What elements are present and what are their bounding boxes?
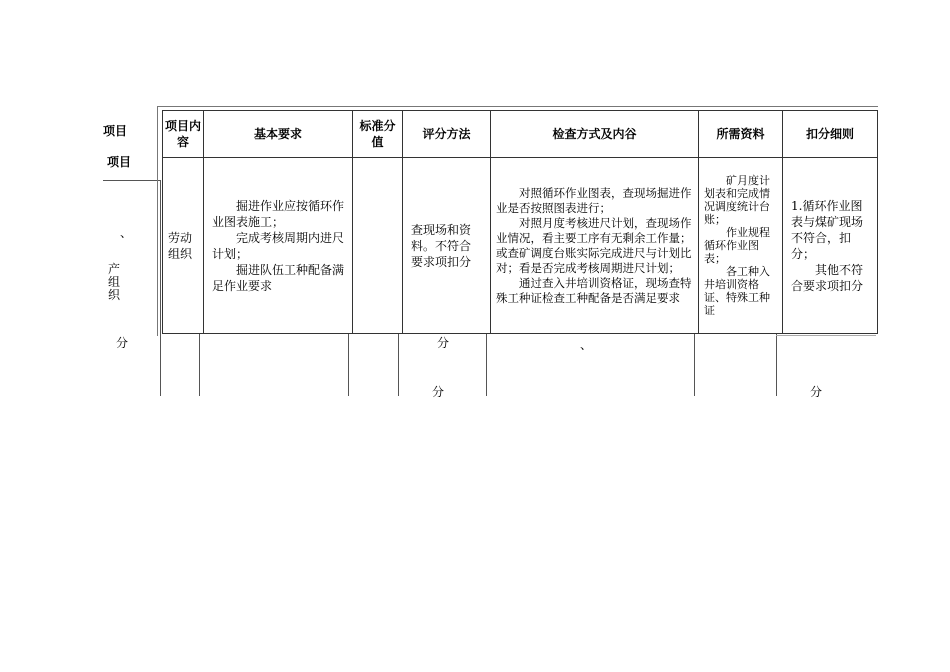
inspection-item: 通过查入井培训资格证，现场查特殊工种证检查工种配备是否满足要求 (496, 275, 692, 305)
scoring-table (162, 110, 878, 334)
cell-deduction-rules (783, 158, 878, 334)
background-gridline (199, 334, 200, 396)
background-vertical-char-1: 产 (108, 262, 121, 276)
background-score-right: 分 (810, 385, 823, 399)
cell-standard-score (353, 158, 403, 334)
deduction-rule-item: 1.循环作业图表与煤矿现场不符合，扣分； (791, 198, 864, 261)
deduction-rule-item: 其他不符合要求项扣分 (791, 262, 864, 293)
table-row (163, 158, 878, 334)
material-item: 矿月度计划表和完成情况调度统计台账； (704, 174, 770, 226)
cell-basic-requirements (204, 158, 353, 334)
scoring-method-text: 查现场和资料。不符合要求项扣分 (411, 222, 472, 269)
background-divider (103, 180, 160, 181)
table-header-row (163, 111, 878, 158)
background-vertical-char-3: 织 (108, 288, 121, 302)
inspection-item: 对照月度考核进尺计划，查现场作业情况，看主要工序有无剩余工作量；或查矿调度台账实际完成进尺与计划比对；看是否完成考核周期进尺计划； (496, 215, 692, 275)
header-deduction-rules: 扣分细则 (783, 111, 878, 158)
background-vertical-char-2: 组 (108, 275, 121, 289)
header-scoring-method: 评分方法 (403, 111, 491, 158)
cell-project-content (163, 158, 204, 334)
cell-scoring-method (403, 158, 491, 334)
background-gridline (348, 334, 349, 396)
cell-required-materials (699, 158, 783, 334)
material-item: 作业规程循环作业图表； (704, 226, 770, 265)
background-mark-mid: 、 (580, 338, 593, 352)
cell-inspection-method (491, 158, 699, 334)
header-basic-requirements: 基本要求 (204, 111, 353, 158)
background-gridline (398, 334, 399, 396)
header-standard-score: 标准分值 (353, 111, 403, 158)
requirement-item: 掘进队伍工种配备满足作业要求 (212, 262, 345, 293)
background-mark: 、 (120, 226, 133, 240)
background-header-label-1: 项目 (103, 124, 128, 138)
header-inspection-method: 检查方式及内谷 (491, 111, 699, 158)
background-gridline (776, 334, 777, 396)
project-content-text: 劳动组织 (168, 230, 193, 261)
material-item: 各工种入井培训资格证、特殊工种证 (704, 265, 770, 317)
background-score-mid-2: 分 (432, 385, 445, 399)
requirement-item: 掘进作业应按循环作业图表施工； (212, 198, 345, 229)
header-required-materials: 所需资料 (699, 111, 783, 158)
background-score-mid-1: 分 (437, 336, 450, 350)
header-project-content: 项目内容 (163, 111, 204, 158)
background-gridline (694, 334, 695, 396)
inspection-item: 对照循环作业图表，查现场掘进作业是否按照图表进行； (496, 185, 692, 215)
background-gridline (486, 334, 487, 396)
background-header-label-2: 项目 (107, 155, 132, 169)
background-score-left: 分 (116, 336, 129, 350)
requirement-item: 完成考核周期内进尺计划； (212, 230, 345, 261)
